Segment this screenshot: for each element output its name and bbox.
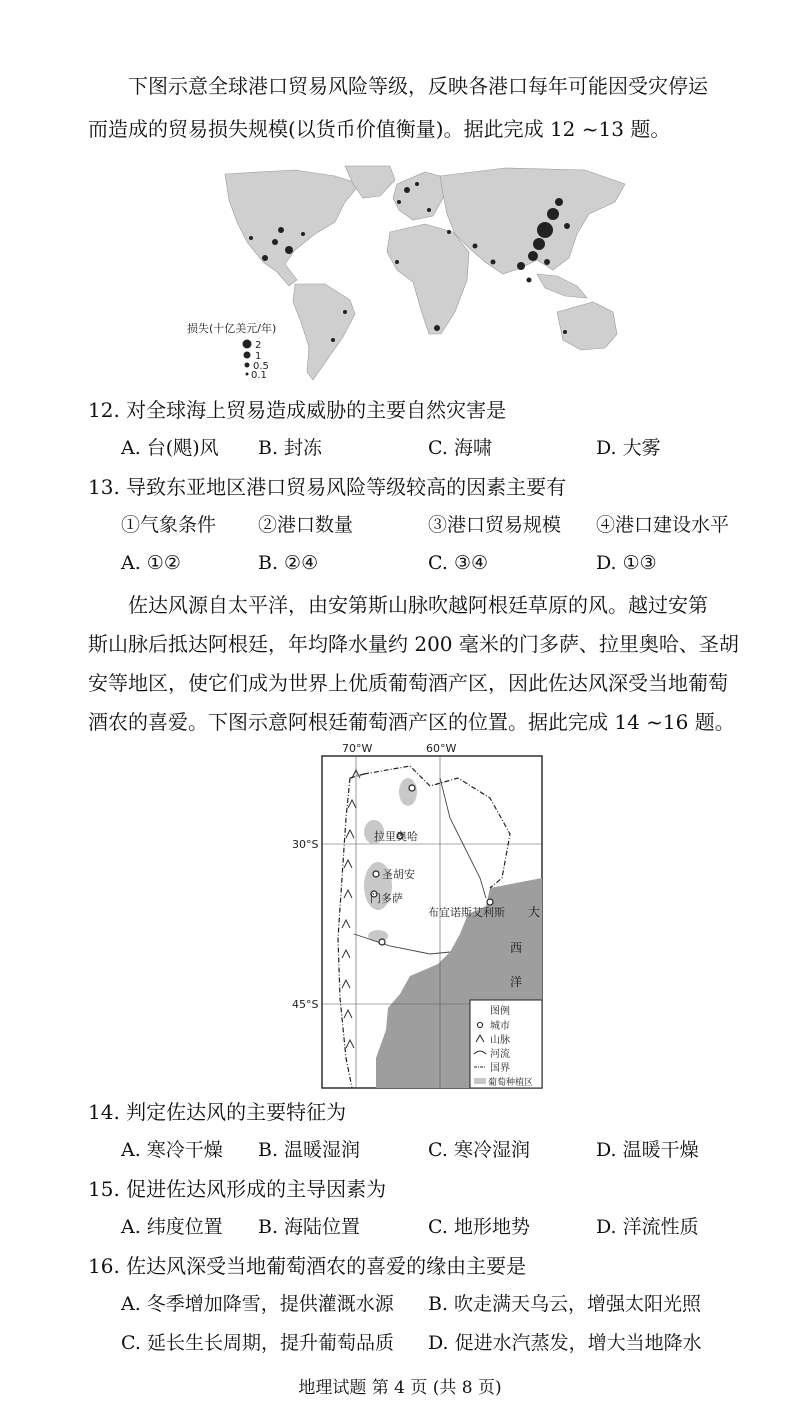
intro1-line1: 下图示意全球港口贸易风险等级，反映各港口每年可能因受灾停运 xyxy=(128,74,708,98)
q15-option-a: A. 纬度位置 xyxy=(121,1216,223,1238)
lat-label-45s: 45°S xyxy=(292,998,319,1011)
australia-land xyxy=(557,302,617,350)
q16-option-c: C. 延长生长周期，提升葡萄品质 xyxy=(121,1332,394,1354)
q12-stem: 12. 对全球海上贸易造成威胁的主要自然灾害是 xyxy=(88,398,507,422)
q15-option-c: C. 地形地势 xyxy=(428,1216,530,1238)
q15-stem: 15. 促进佐达风形成的主导因素为 xyxy=(88,1177,387,1201)
legend-border: 国界 xyxy=(490,1063,510,1074)
world-port-risk-map xyxy=(185,162,645,384)
intro1-line2: 而造成的贸易损失规模(以货币价值衡量)。据此完成 12 ~13 题。 xyxy=(88,117,671,141)
intro2-line2: 斯山脉后抵达阿根廷，年均降水量约 200 毫米的门多萨、拉里奥哈、圣胡 xyxy=(88,632,739,656)
legend-city: 城市 xyxy=(490,1021,510,1032)
world-landmasses xyxy=(225,166,625,380)
legend-grape: 葡萄种植区 xyxy=(488,1078,534,1088)
argentina-map-svg xyxy=(290,738,550,1090)
city-label-mendoza: 门多萨 xyxy=(370,892,403,905)
q13-option-c: C. ③④ xyxy=(428,552,489,574)
lat-label-30s: 30°S xyxy=(292,838,319,851)
world-map-legend xyxy=(187,321,276,381)
legend-city-symbol xyxy=(477,1022,482,1027)
southeast-asia-islands xyxy=(537,274,587,298)
world-map-svg xyxy=(185,162,645,384)
q13-factor-3: ③港口贸易规模 xyxy=(428,514,562,536)
q13-factor-1: ①气象条件 xyxy=(121,514,217,536)
q16-stem: 16. 佐达风深受当地葡萄酒农的喜爱的缘由主要是 xyxy=(88,1254,527,1278)
legend-value-1: 1 xyxy=(255,351,262,362)
legend-dot-0-1 xyxy=(246,373,249,376)
intro2-line4: 酒农的喜爱。下图示意阿根廷葡萄酒产区的位置。据此完成 14 ~16 题。 xyxy=(88,710,735,734)
legend-value-2: 2 xyxy=(255,340,262,351)
legend-river: 河流 xyxy=(490,1049,510,1060)
q16-option-b: B. 吹走满天乌云，增强太阳光照 xyxy=(428,1293,702,1315)
lon-label-70w: 70°W xyxy=(342,742,373,755)
q12-option-c: C. 海啸 xyxy=(428,437,492,459)
city-label-la-rioja: 拉里奥哈 xyxy=(374,830,418,843)
ocean-label-yang: 洋 xyxy=(510,975,523,989)
argentina-wine-map xyxy=(290,738,550,1090)
q14-option-c: C. 寒冷湿润 xyxy=(428,1139,530,1161)
lon-label-60w: 60°W xyxy=(426,742,457,755)
q14-option-a: A. 寒冷干燥 xyxy=(121,1139,223,1161)
legend-value-0-1: 0.1 xyxy=(251,370,267,381)
world-legend-title: 损失(十亿美元/年) xyxy=(187,322,277,335)
q16-option-d: D. 促进水汽蒸发，增大当地降水 xyxy=(428,1332,702,1354)
city-buenos-aires-marker xyxy=(487,899,493,905)
legend-grape-symbol xyxy=(474,1078,486,1084)
city-north-marker xyxy=(409,785,415,791)
south-america-land xyxy=(293,284,355,380)
legend-mountain: 山脉 xyxy=(490,1035,510,1046)
ocean-label-xi: 西 xyxy=(510,941,523,955)
city-label-buenos-aires: 布宜诺斯艾利斯 xyxy=(428,906,505,919)
legend-dot-2 xyxy=(243,340,252,349)
intro2-line3: 安等地区，使它们成为世界上优质葡萄酒产区，因此佐达风深受当地葡萄 xyxy=(88,671,728,695)
q16-option-a: A. 冬季增加降雪，提供灌溉水源 xyxy=(121,1293,394,1315)
q13-option-b: B. ②④ xyxy=(258,552,319,574)
q12-option-b: B. 封冻 xyxy=(258,437,323,459)
europe-land xyxy=(393,172,447,220)
q14-option-b: B. 温暖湿润 xyxy=(258,1139,361,1161)
q13-option-d: D. ①③ xyxy=(596,552,657,574)
q14-option-d: D. 温暖干燥 xyxy=(596,1139,699,1161)
q12-option-a: A. 台(飓)风 xyxy=(121,437,219,459)
intro2-line1: 佐达风源自太平洋，由安第斯山脉吹越阿根廷草原的风。越过安第 xyxy=(128,593,708,617)
q13-factor-2: ②港口数量 xyxy=(258,514,354,536)
city-south-marker xyxy=(379,939,385,945)
city-label-san-juan: 圣胡安 xyxy=(382,868,415,881)
north-america-land xyxy=(225,170,360,286)
argentina-map-legend xyxy=(470,1000,542,1088)
legend-dot-1 xyxy=(244,352,251,359)
q13-stem: 13. 导致东亚地区港口贸易风险等级较高的因素主要有 xyxy=(88,475,567,499)
city-san-juan-marker xyxy=(373,871,379,877)
q12-option-d: D. 大雾 xyxy=(596,437,661,459)
legend-value-0-5: 0.5 xyxy=(253,361,269,372)
legend-dot-0-5 xyxy=(245,363,250,368)
q13-option-a: A. ①② xyxy=(121,552,181,574)
q13-factor-4: ④港口建设水平 xyxy=(596,514,730,536)
africa-land xyxy=(387,224,469,334)
q14-stem: 14. 判定佐达风的主要特征为 xyxy=(88,1100,347,1124)
q15-option-b: B. 海陆位置 xyxy=(258,1216,361,1238)
legend-title: 图例 xyxy=(490,1006,510,1017)
q15-option-d: D. 洋流性质 xyxy=(596,1216,699,1238)
ocean-label-da: 大 xyxy=(528,905,541,919)
page-footer: 地理试题 第 4 页 (共 8 页) xyxy=(298,1378,502,1398)
